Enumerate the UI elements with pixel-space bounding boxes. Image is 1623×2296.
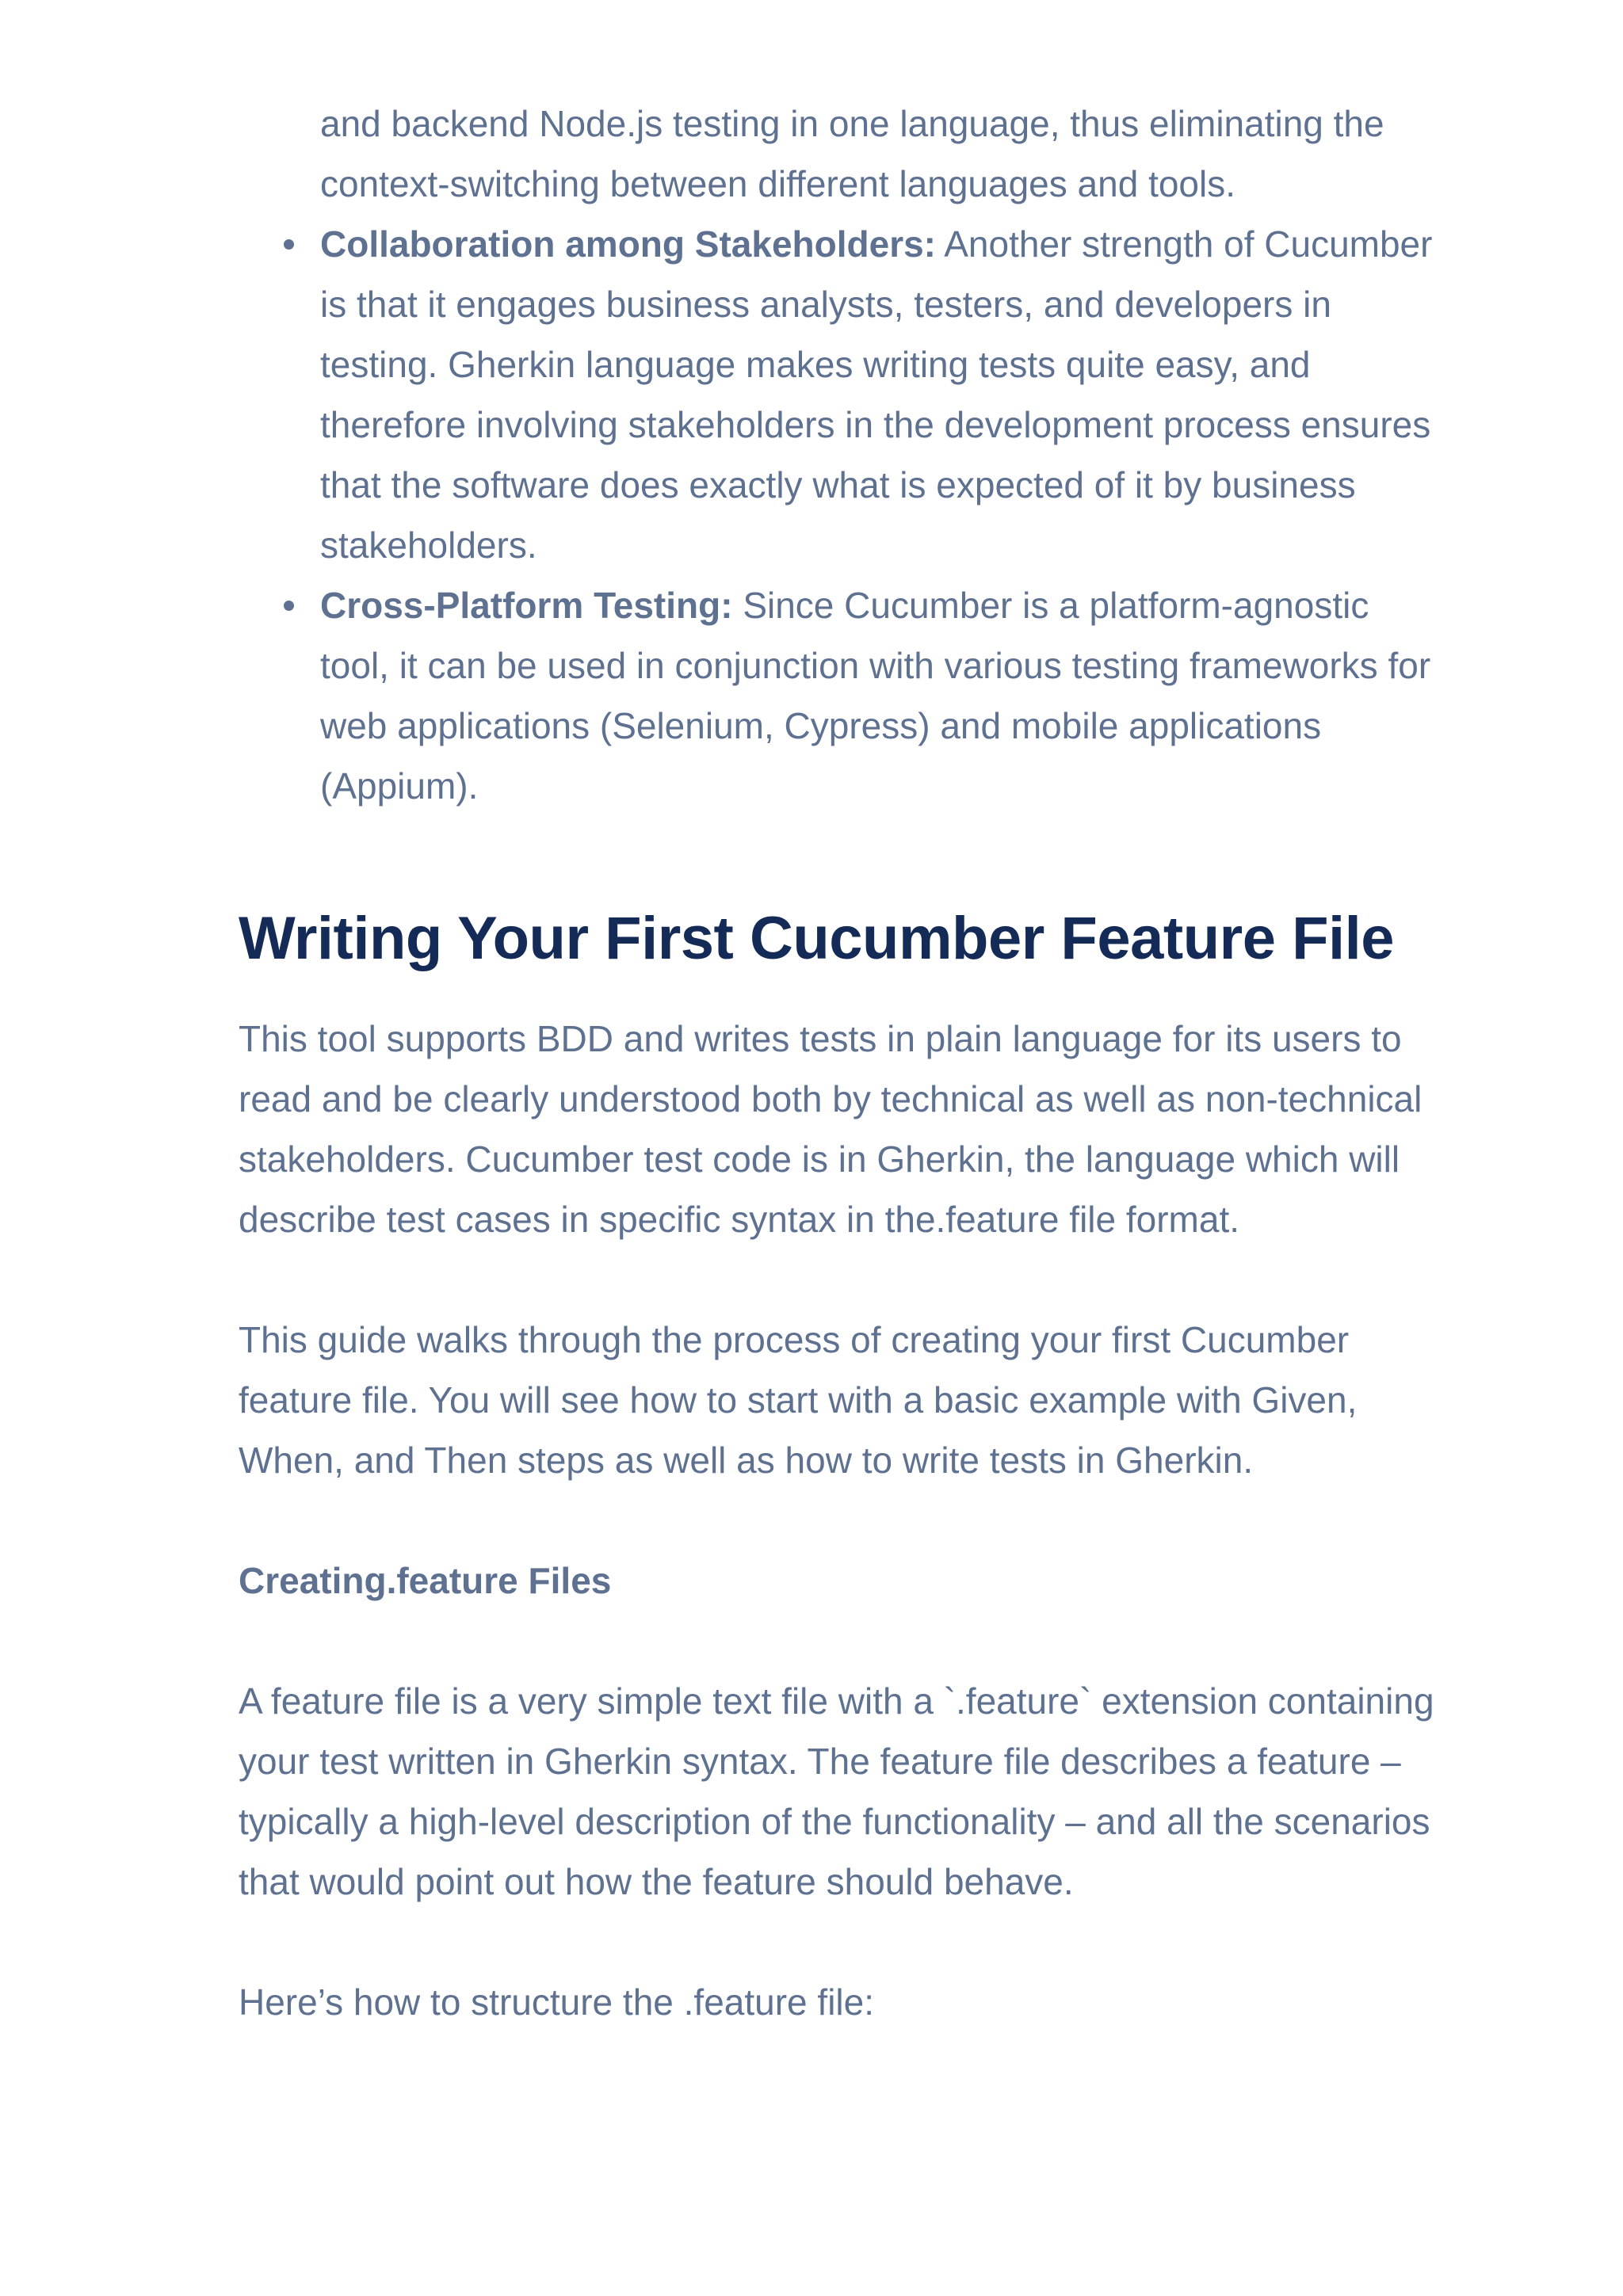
list-item-text: Since Cucumber is a platform-agnostic tool, it can be used in conjunction with various testing frameworks for web applications (Selenium, Cypress) and mobile applications (Appium). [320,585,1431,807]
list-item-continuation: and backend Node.js testing in one language, thus eliminating the context-switching between different languages and tools. [320,103,1384,204]
paragraph: Here’s how to structure the .feature file: [239,1981,874,2023]
article-body [239,93,1443,2092]
list-item-title: Cross-Platform Testing: [320,585,733,626]
bullet-icon [284,239,294,250]
benefits-list [239,214,1443,816]
bullet-icon [284,601,294,611]
list-item-text: Another strength of Cucumber is that it engages business analysts, testers, and developers in testing. Gherkin language makes writing tests quite easy, and therefore involving stakeholders in the development process ensures that the software does exactly what is expected of it by business stakeholders. [320,223,1433,566]
subheading: Creating.feature Files [239,1560,612,1601]
paragraph: A feature file is a very simple text file with a `.feature` extension containing your test written in Gherkin syntax. The feature file describes a feature – typically a high-level description of the functionality – and all the scenarios that would point out how the feature should behave. [239,1680,1434,1902]
paragraph: This tool supports BDD and writes tests in plain language for its users to read and be clearly understood both by technical as well as non-technical stakeholders. Cucumber test code is in Gherkin, the language which will describe test cases in specific syntax in the.feature file format. [239,1018,1423,1240]
list-item-title: Collaboration among Stakeholders: [320,223,936,265]
list-item [320,575,1443,816]
paragraph: This guide walks through the process of creating your first Cucumber feature file. You will see how to start with a basic example with Given, When, and Then steps as well as how to write tests in Gherkin. [239,1319,1358,1481]
list-item [320,214,1443,575]
section-heading: Writing Your First Cucumber Feature File [239,905,1394,972]
